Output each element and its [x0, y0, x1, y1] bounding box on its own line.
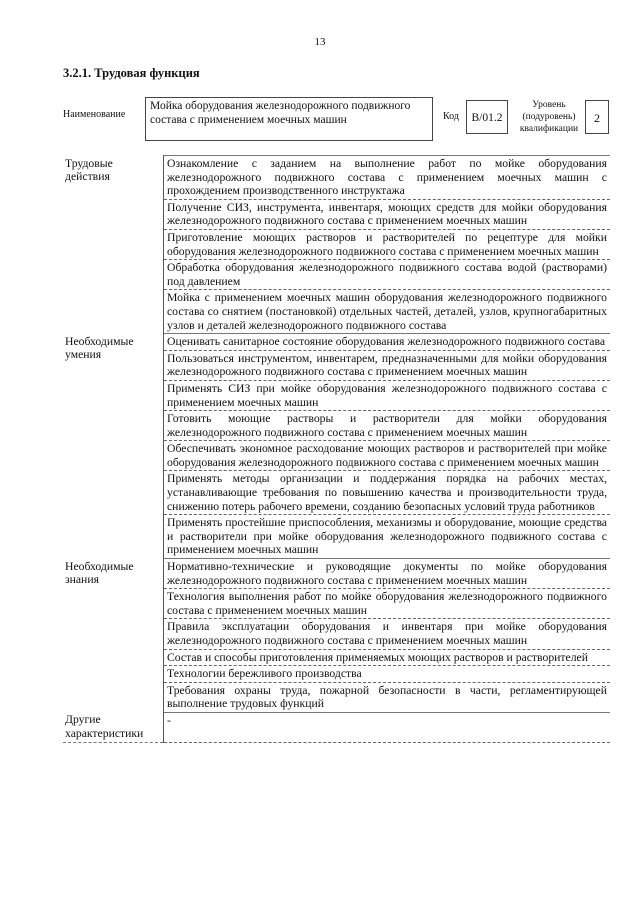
section-item: Обеспечивать экономное расходование моющих растворов и растворителей при мойке оборудования железнодорожного подвижного состава с применением моечных машин — [164, 441, 611, 471]
table-row — [63, 712, 610, 742]
section-item: Получение СИЗ, инструмента, инвентаря, моющих средств для мойки оборудования железнодорожного подвижного состава с применением моечных машин — [164, 199, 611, 229]
name-label: Наименование — [63, 109, 126, 120]
function-header — [63, 95, 618, 145]
section-title: 3.2.1. Трудовая функция — [63, 66, 200, 80]
section-category: Необходимые знания — [63, 559, 164, 713]
section-item: Применять методы организации и поддержания порядка на рабочих местах, устанавливающие требования по повышению качества и производительности труда, снижению потерь рабочего времени, созданию безопасных условий труда работников — [164, 471, 611, 515]
section-item: - — [164, 712, 611, 742]
section-category: Другие характеристики — [63, 712, 164, 742]
section-item: Требования охраны труда, пожарной безопасности в части, регламентирующей выполнение трудовых функций — [164, 682, 611, 712]
section-item: Применять СИЗ при мойке оборудования железнодорожного подвижного состава с применением моечных машин — [164, 380, 611, 410]
code-label: Код — [443, 111, 459, 122]
table-row — [63, 559, 610, 589]
section-item: Готовить моющие растворы и растворители для мойки оборудования железнодорожного подвижного состава с применением моечных машин — [164, 411, 611, 441]
section-item: Состав и способы приготовления применяемых моющих растворов и растворителей — [164, 649, 611, 666]
section-item: Нормативно-технические и руководящие документы по мойке оборудования железнодорожного подвижного состава с применением моечных машин — [164, 559, 611, 589]
section-item: Оценивать санитарное состояние оборудования железнодорожного подвижного состава — [164, 334, 611, 351]
table-row — [63, 156, 610, 200]
section-item: Мойка с применением моечных машин оборудования железнодорожного подвижного состава со снятием (постановкой) отдельных частей, деталей, узлов, крупногабаритных узлов и деталей железнодорожного подвижного состава — [164, 290, 611, 334]
level-value: 2 — [585, 100, 609, 134]
section-category: Необходимые умения — [63, 334, 164, 559]
section-item: Применять простейшие приспособления, механизмы и оборудование, моющие средства и растворители при мойке оборудования железнодорожного подвижного состава с применением моечных машин — [164, 515, 611, 559]
section-item: Технологии бережливого производства — [164, 666, 611, 683]
name-value: Мойка оборудования железнодорожного подвижного состава с применением моечных машин — [145, 97, 433, 141]
section-item: Пользоваться инструментом, инвентарем, предназначенными для мойки оборудования железнодорожного подвижного состава с применением моечных машин — [164, 350, 611, 380]
section-item: Технология выполнения работ по мойке оборудования железнодорожного подвижного состава с применением моечных машин — [164, 589, 611, 619]
section-item: Обработка оборудования железнодорожного подвижного состава водой (растворами) под давлением — [164, 260, 611, 290]
section-item: Ознакомление с заданием на выполнение работ по мойке оборудования железнодорожного подвижного состава с применением моечных машин с прохождением производственного инструктажа — [164, 156, 611, 200]
level-label: Уровень (подуровень) квалификации — [519, 100, 579, 134]
code-value: B/01.2 — [466, 100, 508, 134]
page-number: 13 — [314, 36, 326, 48]
section-item: Правила эксплуатации оборудования и инвентаря при мойке оборудования железнодорожного подвижного состава с применением моечных машин — [164, 619, 611, 649]
table-row — [63, 334, 610, 351]
section-item: Приготовление моющих растворов и растворителей по рецептуре для мойки оборудования железнодорожного подвижного состава с применением моечных машин — [164, 229, 611, 259]
section-category: Трудовые действия — [63, 156, 164, 334]
function-table — [63, 155, 610, 743]
